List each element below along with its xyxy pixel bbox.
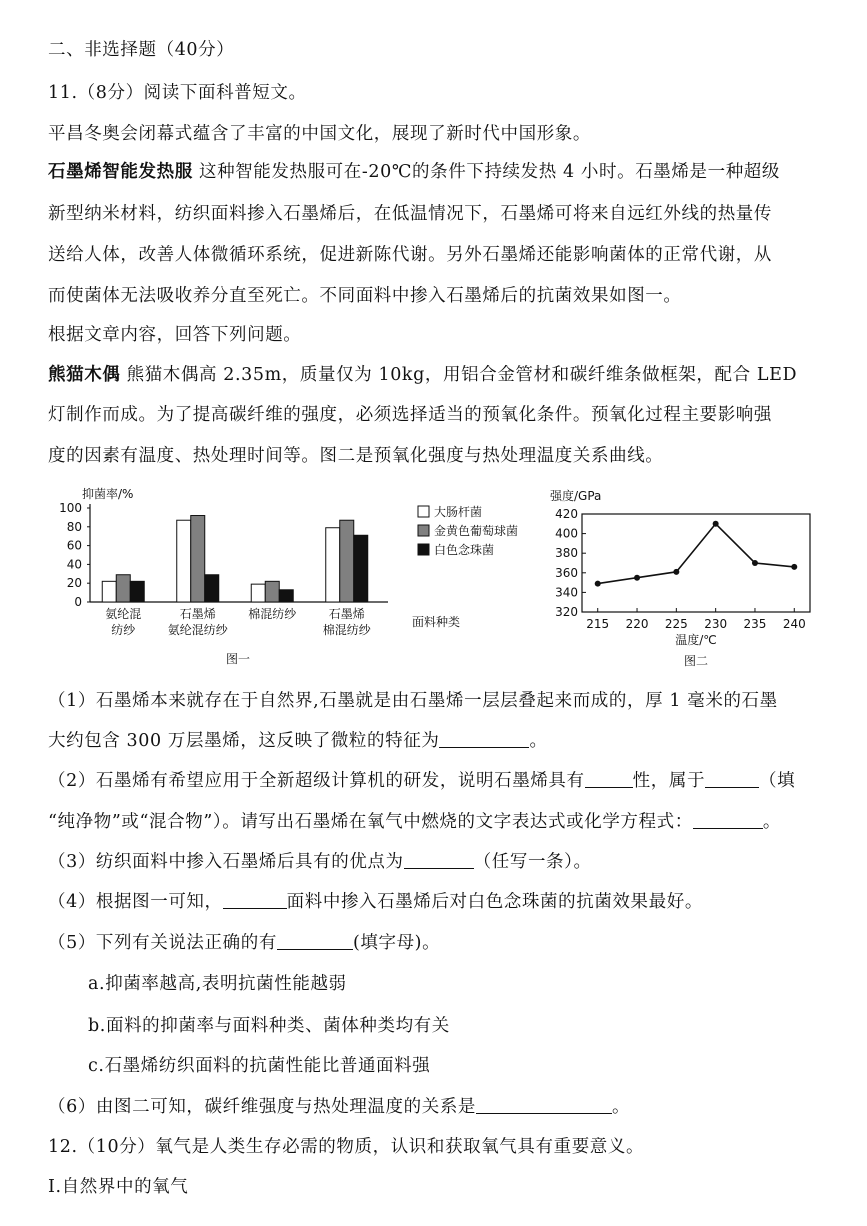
q11-header: 11.（8分）阅读下面科普短文。 <box>48 83 307 103</box>
category-label: 氨纶混纺纱 <box>167 623 228 637</box>
legend-label: 白色念珠菌 <box>434 543 495 557</box>
q2-text-a: （2）石墨烯有希望应用于全新超级计算机的研发，说明石墨烯具有 <box>48 771 585 791</box>
para1-line1 <box>48 158 780 183</box>
figure-2-caption: 图二 <box>683 654 709 668</box>
y-tick-label: 40 <box>66 557 82 572</box>
q4-text-a: （4）根据图一可知， <box>48 892 223 912</box>
q5-line <box>48 929 440 954</box>
answer-blank-q6[interactable] <box>476 1097 612 1114</box>
bar <box>251 584 265 602</box>
answer-blank-q2-classification[interactable] <box>705 771 759 788</box>
bar <box>340 520 354 602</box>
strength-line <box>598 524 795 584</box>
y-tick-label: 340 <box>555 585 578 600</box>
legend-label: 金黄色葡萄球菌 <box>434 524 519 538</box>
q6-text-a: （6）由图二可知，碳纤维强度与热处理温度的关系是 <box>48 1097 477 1117</box>
x-tick-label: 235 <box>743 617 767 631</box>
y-tick-label: 100 <box>59 501 82 515</box>
plot-frame <box>582 514 810 612</box>
bar <box>102 581 116 602</box>
q1-text: 大约包含 300 万层墨烯，这反映了微粒的特征为 <box>48 731 440 751</box>
q12-subsection: Ⅰ.自然界中的氧气 <box>48 1177 189 1197</box>
y-tick-label: 380 <box>555 546 578 561</box>
y-tick-label: 420 <box>555 507 578 521</box>
bar <box>265 581 279 602</box>
q11-intro: 平昌冬奥会闭幕式蕴含了丰富的中国文化，展现了新时代中国形象。 <box>48 124 591 144</box>
q6-end: 。 <box>612 1097 631 1117</box>
q5-text-b: (填字母)。 <box>352 933 441 953</box>
category-label: 石墨烯 <box>328 607 365 621</box>
x-tick-label: 220 <box>625 617 649 631</box>
q4-line <box>48 888 703 913</box>
para1-line4: 而使菌体无法吸收养分直至死亡。不同面料中掺入石墨烯后的抗菌效果如图一。 <box>48 286 682 306</box>
q2-end: 。 <box>762 812 781 832</box>
y-tick-label: 400 <box>555 526 578 541</box>
q2-text-line2: “纯净物”或“混合物”）。请写出石墨烯在氧气中燃烧的文字表达式或化学方程式： <box>48 812 693 832</box>
q2-text-b: 性，属于 <box>632 771 706 791</box>
x-axis-label: 温度/℃ <box>675 633 717 647</box>
bar <box>191 516 205 602</box>
bar <box>326 528 340 602</box>
y-tick-label: 20 <box>66 576 82 591</box>
instruction: 根据文章内容，回答下列问题。 <box>48 325 302 345</box>
category-label: 纺纱 <box>111 623 136 637</box>
q3-text-a: （3）纺织面料中掺入石墨烯后具有的优点为 <box>48 852 404 872</box>
para1-label: 石墨烯智能发热服 <box>48 162 193 182</box>
q3-text-b: （任写一条）。 <box>473 852 592 872</box>
y-tick-label: 360 <box>555 565 578 580</box>
x-tick-label: 215 <box>586 617 610 631</box>
bar <box>205 575 219 602</box>
x-tick-label: 240 <box>782 617 806 631</box>
answer-blank-q2-property[interactable] <box>585 771 633 788</box>
x-axis-label: 面料种类 <box>412 615 461 629</box>
category-label: 氨纶混 <box>105 607 142 621</box>
y-tick-label: 320 <box>555 605 578 619</box>
data-point <box>673 569 679 575</box>
q2-line1 <box>48 767 795 792</box>
y-tick-label: 60 <box>66 538 82 553</box>
answer-blank-q1[interactable] <box>439 731 529 748</box>
q3-line <box>48 848 592 873</box>
q1-line2 <box>48 727 548 752</box>
bar <box>177 520 191 602</box>
q5-option-c: c.石墨烯纺织面料的抗菌性能比普通面料强 <box>88 1056 431 1076</box>
data-point <box>713 521 719 527</box>
data-point <box>634 575 640 581</box>
figure-2-line-chart <box>530 482 830 672</box>
para1-text: 这种智能发热服可在-20℃的条件下持续发热 4 小时。石墨烯是一种超级 <box>198 162 780 182</box>
category-label: 棉混纺纱 <box>248 607 297 621</box>
legend-label: 大肠杆菌 <box>434 505 483 519</box>
q12-header: 12.（10分）氧气是人类生存必需的物质，认识和获取氧气具有重要意义。 <box>48 1137 645 1157</box>
para1-line3: 送给人体，改善人体微循环系统，促进新陈代谢。另外石墨烯还能影响菌体的正常代谢，从 <box>48 245 772 265</box>
bar <box>279 590 293 602</box>
para2-line3: 度的因素有温度、热处理时间等。图二是预氧化强度与热处理温度关系曲线。 <box>48 446 664 466</box>
q2-line2 <box>48 808 781 833</box>
legend-swatch <box>418 525 429 536</box>
q1-line1: （1）石墨烯本来就存在于自然界,石墨就是由石墨烯一层层叠起来而成的，厚 1 毫米的石墨 <box>48 691 778 711</box>
y-tick-label: 80 <box>66 519 82 534</box>
para2-label: 熊猫木偶 <box>48 365 121 385</box>
section-title: 二、非选择题（40分） <box>48 40 235 60</box>
bar <box>116 575 130 602</box>
y-axis-label: 强度/GPa <box>550 489 602 503</box>
figure-1-caption: 图一 <box>225 652 251 666</box>
para2-line2: 灯制作而成。为了提高碳纤维的强度，必须选择适当的预氧化条件。预氧化过程主要影响强 <box>48 405 772 425</box>
answer-blank-q3[interactable] <box>404 852 474 869</box>
figure-1-bar-chart <box>48 480 519 670</box>
x-tick-label: 230 <box>704 617 728 631</box>
para2-text: 熊猫木偶高 2.35m，质量仅为 10kg，用铝合金管材和碳纤维条做框架，配合 LED <box>126 365 798 385</box>
answer-blank-q2-equation[interactable] <box>693 812 763 829</box>
q5-option-b: b.面料的抑菌率与面料种类、菌体种类均有关 <box>88 1016 450 1036</box>
answer-blank-q4[interactable] <box>223 892 287 909</box>
q2-text-c: （填 <box>759 771 796 791</box>
q4-text-b: 面料中掺入石墨烯后对白色念珠菌的抗菌效果最好。 <box>286 892 703 912</box>
bar <box>354 535 368 602</box>
y-tick-label: 0 <box>74 595 82 609</box>
q5-text-a: （5）下列有关说法正确的有 <box>48 933 277 953</box>
data-point <box>791 564 797 570</box>
x-tick-label: 225 <box>664 617 688 631</box>
y-axis-label: 抑菌率/% <box>82 487 134 501</box>
bar <box>130 581 144 602</box>
legend-swatch <box>418 506 429 517</box>
para1-line2: 新型纳米材料，纺织面料掺入石墨烯后，在低温情况下，石墨烯可将来自远红外线的热量传 <box>48 204 772 224</box>
category-label: 棉混纺纱 <box>322 623 371 637</box>
q1-end: 。 <box>529 731 548 751</box>
data-point <box>752 560 758 566</box>
para2-line1 <box>48 361 797 386</box>
q6-line <box>48 1093 630 1118</box>
q5-option-a: a.抑菌率越高,表明抗菌性能越弱 <box>88 974 347 994</box>
legend-swatch <box>418 544 429 555</box>
data-point <box>595 581 601 587</box>
category-label: 石墨烯 <box>179 607 216 621</box>
answer-blank-q5[interactable] <box>277 933 353 950</box>
